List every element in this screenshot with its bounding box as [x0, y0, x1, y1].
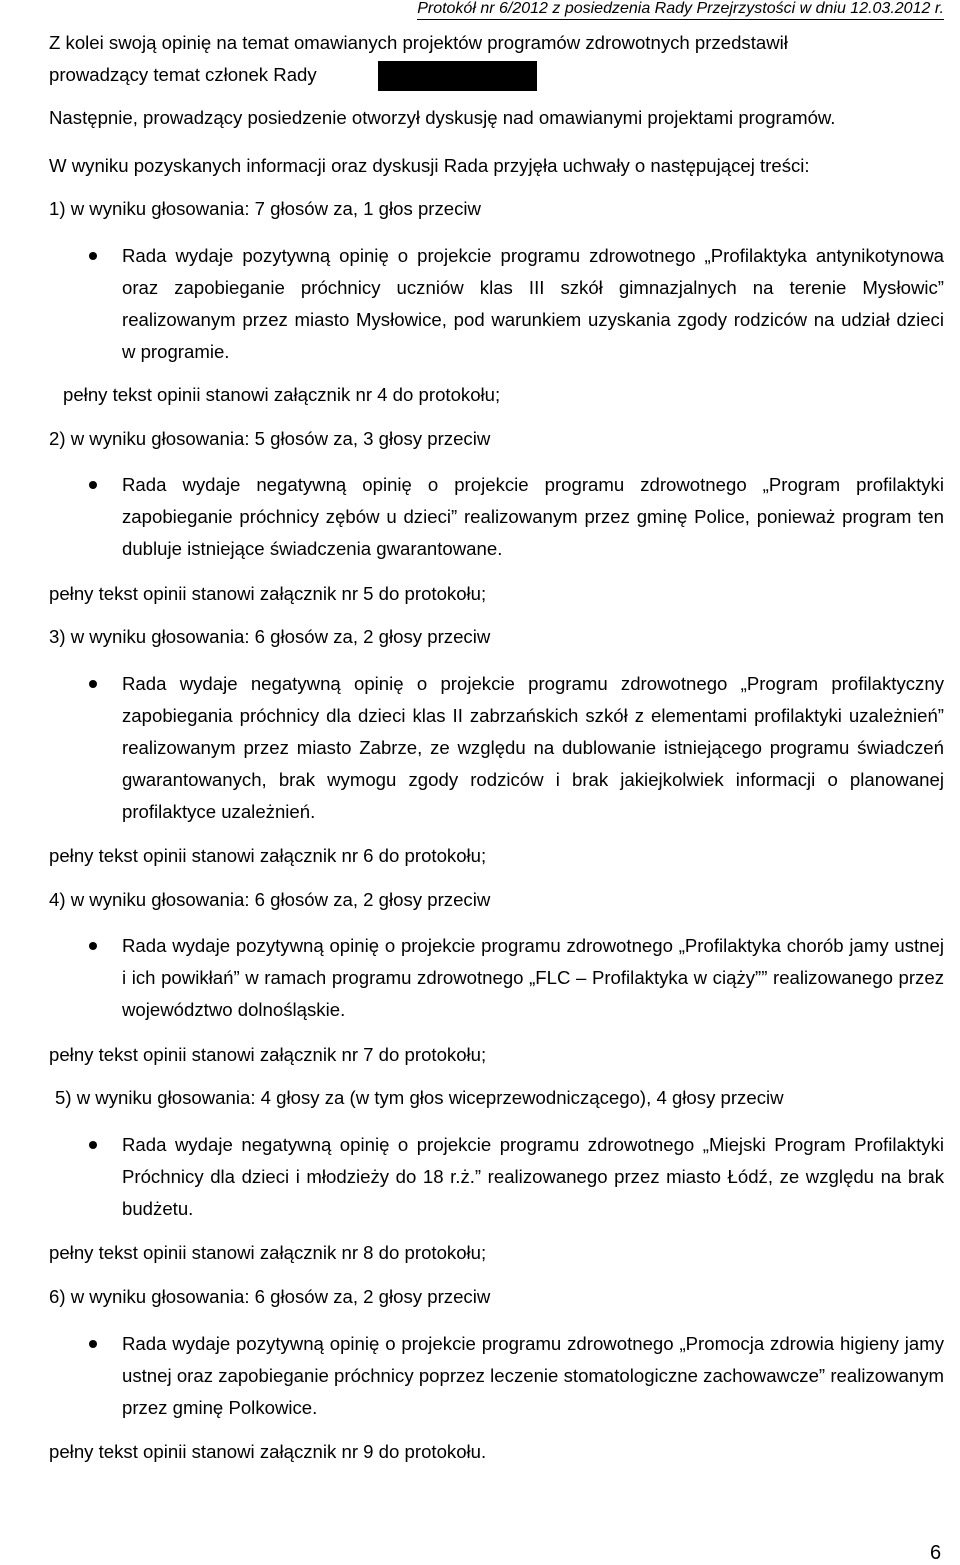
opinion-1: Rada wydaje pozytywną opinię o projekcie programu zdrowotnego „Profilaktyka antynikotynowa oraz zapobieganie próchnicy uczniów klas III szkół gimnazjalnych na terenie Mysłowic” realizowanym przez miasto Mysłowice, pod warunkiem uzyskania zgody rodziców na udział dzieci w programie.	[122, 245, 944, 362]
bullet-1	[89, 252, 97, 260]
attachment-note-2: pełny tekst opinii stanowi załącznik nr 5 do protokołu;	[49, 583, 487, 604]
intro-line-4: W wyniku pozyskanych informacji oraz dyskusji Rada przyjęła uchwały o następującej treści:	[49, 155, 810, 176]
bullet-4	[89, 942, 97, 950]
attachment-note-6: pełny tekst opinii stanowi załącznik nr 9 do protokołu.	[49, 1441, 487, 1462]
vote-result-6: 6) w wyniku głosowania: 6 głosów za, 2 głosy przeciw	[49, 1286, 491, 1307]
opinion-2: Rada wydaje negatywną opinię o projekcie programu zdrowotnego „Program profilaktyki zapobieganie próchnicy zębów u dzieci” realizowanym przez gminę Police, ponieważ program ten dubluje istniejące świadczenia gwarantowane.	[122, 474, 944, 559]
attachment-note-3: pełny tekst opinii stanowi załącznik nr 6 do protokołu;	[49, 845, 487, 866]
redaction-bar	[378, 61, 537, 91]
opinion-4: Rada wydaje pozytywną opinię o projekcie programu zdrowotnego „Profilaktyka chorób jamy ustnej i ich powikłań” w ramach programu zdrowotnego „FLC – Profilaktyka w ciąży”” realizowanego przez województwo dolnośląskie.	[122, 935, 944, 1020]
page-header: Protokół nr 6/2012 z posiedzenia Rady Przejrzystości w dniu 12.03.2012 r.	[417, 0, 944, 20]
vote-result-3: 3) w wyniku głosowania: 6 głosów za, 2 głosy przeciw	[49, 626, 491, 647]
attachment-note-4: pełny tekst opinii stanowi załącznik nr 7 do protokołu;	[49, 1044, 487, 1065]
opinion-6: Rada wydaje pozytywną opinię o projekcie programu zdrowotnego „Promocja zdrowia higieny jamy ustnej oraz zapobieganie próchnicy poprzez leczenie stomatologiczne zachowawcze” realizowanym przez gminę Polkowice.	[122, 1333, 944, 1418]
page-number: 6	[930, 1542, 942, 1564]
attachment-note-1: pełny tekst opinii stanowi załącznik nr 4 do protokołu;	[63, 384, 501, 405]
bullet-6	[89, 1340, 97, 1348]
opinion-3: Rada wydaje negatywną opinię o projekcie programu zdrowotnego „Program profilaktyczny zapobiegania próchnicy dla dzieci klas II zabrzańskich szkół z elementami profilaktyki uzależnień” realizowanym przez miasto Zabrze, ze względu na dublowanie istniejącego programu świadczeń gwarantowanych, brak wymogu zgody rodziców i brak jakiejkolwiek informacji o planowanej profilaktyce uzależnień.	[122, 673, 944, 822]
attachment-note-5: pełny tekst opinii stanowi załącznik nr 8 do protokołu;	[49, 1242, 487, 1263]
bullet-5	[89, 1141, 97, 1149]
vote-result-2: 2) w wyniku głosowania: 5 głosów za, 3 głosy przeciw	[49, 428, 491, 449]
intro-line-1: Z kolei swoją opinię na temat omawianych projektów programów zdrowotnych przedstawił	[49, 32, 788, 53]
vote-result-5: 5) w wyniku głosowania: 4 głosy za (w tym głos wiceprzewodniczącego), 4 głosy przeciw	[55, 1087, 784, 1108]
vote-result-1: 1) w wyniku głosowania: 7 głosów za, 1 głos przeciw	[49, 198, 481, 219]
intro-line-2: prowadzący temat członek Rady	[49, 64, 317, 85]
intro-line-3: Następnie, prowadzący posiedzenie otworzył dyskusję nad omawianymi projektami programów.	[49, 107, 836, 128]
bullet-3	[89, 680, 97, 688]
vote-result-4: 4) w wyniku głosowania: 6 głosów za, 2 głosy przeciw	[49, 889, 491, 910]
bullet-2	[89, 481, 97, 489]
opinion-5: Rada wydaje negatywną opinię o projekcie programu zdrowotnego „Miejski Program Profilaktyki Próchnicy dla dzieci i młodzieży do 18 r.ż.” realizowanego przez miasto Łódź, ze względu na brak budżetu.	[122, 1134, 944, 1219]
